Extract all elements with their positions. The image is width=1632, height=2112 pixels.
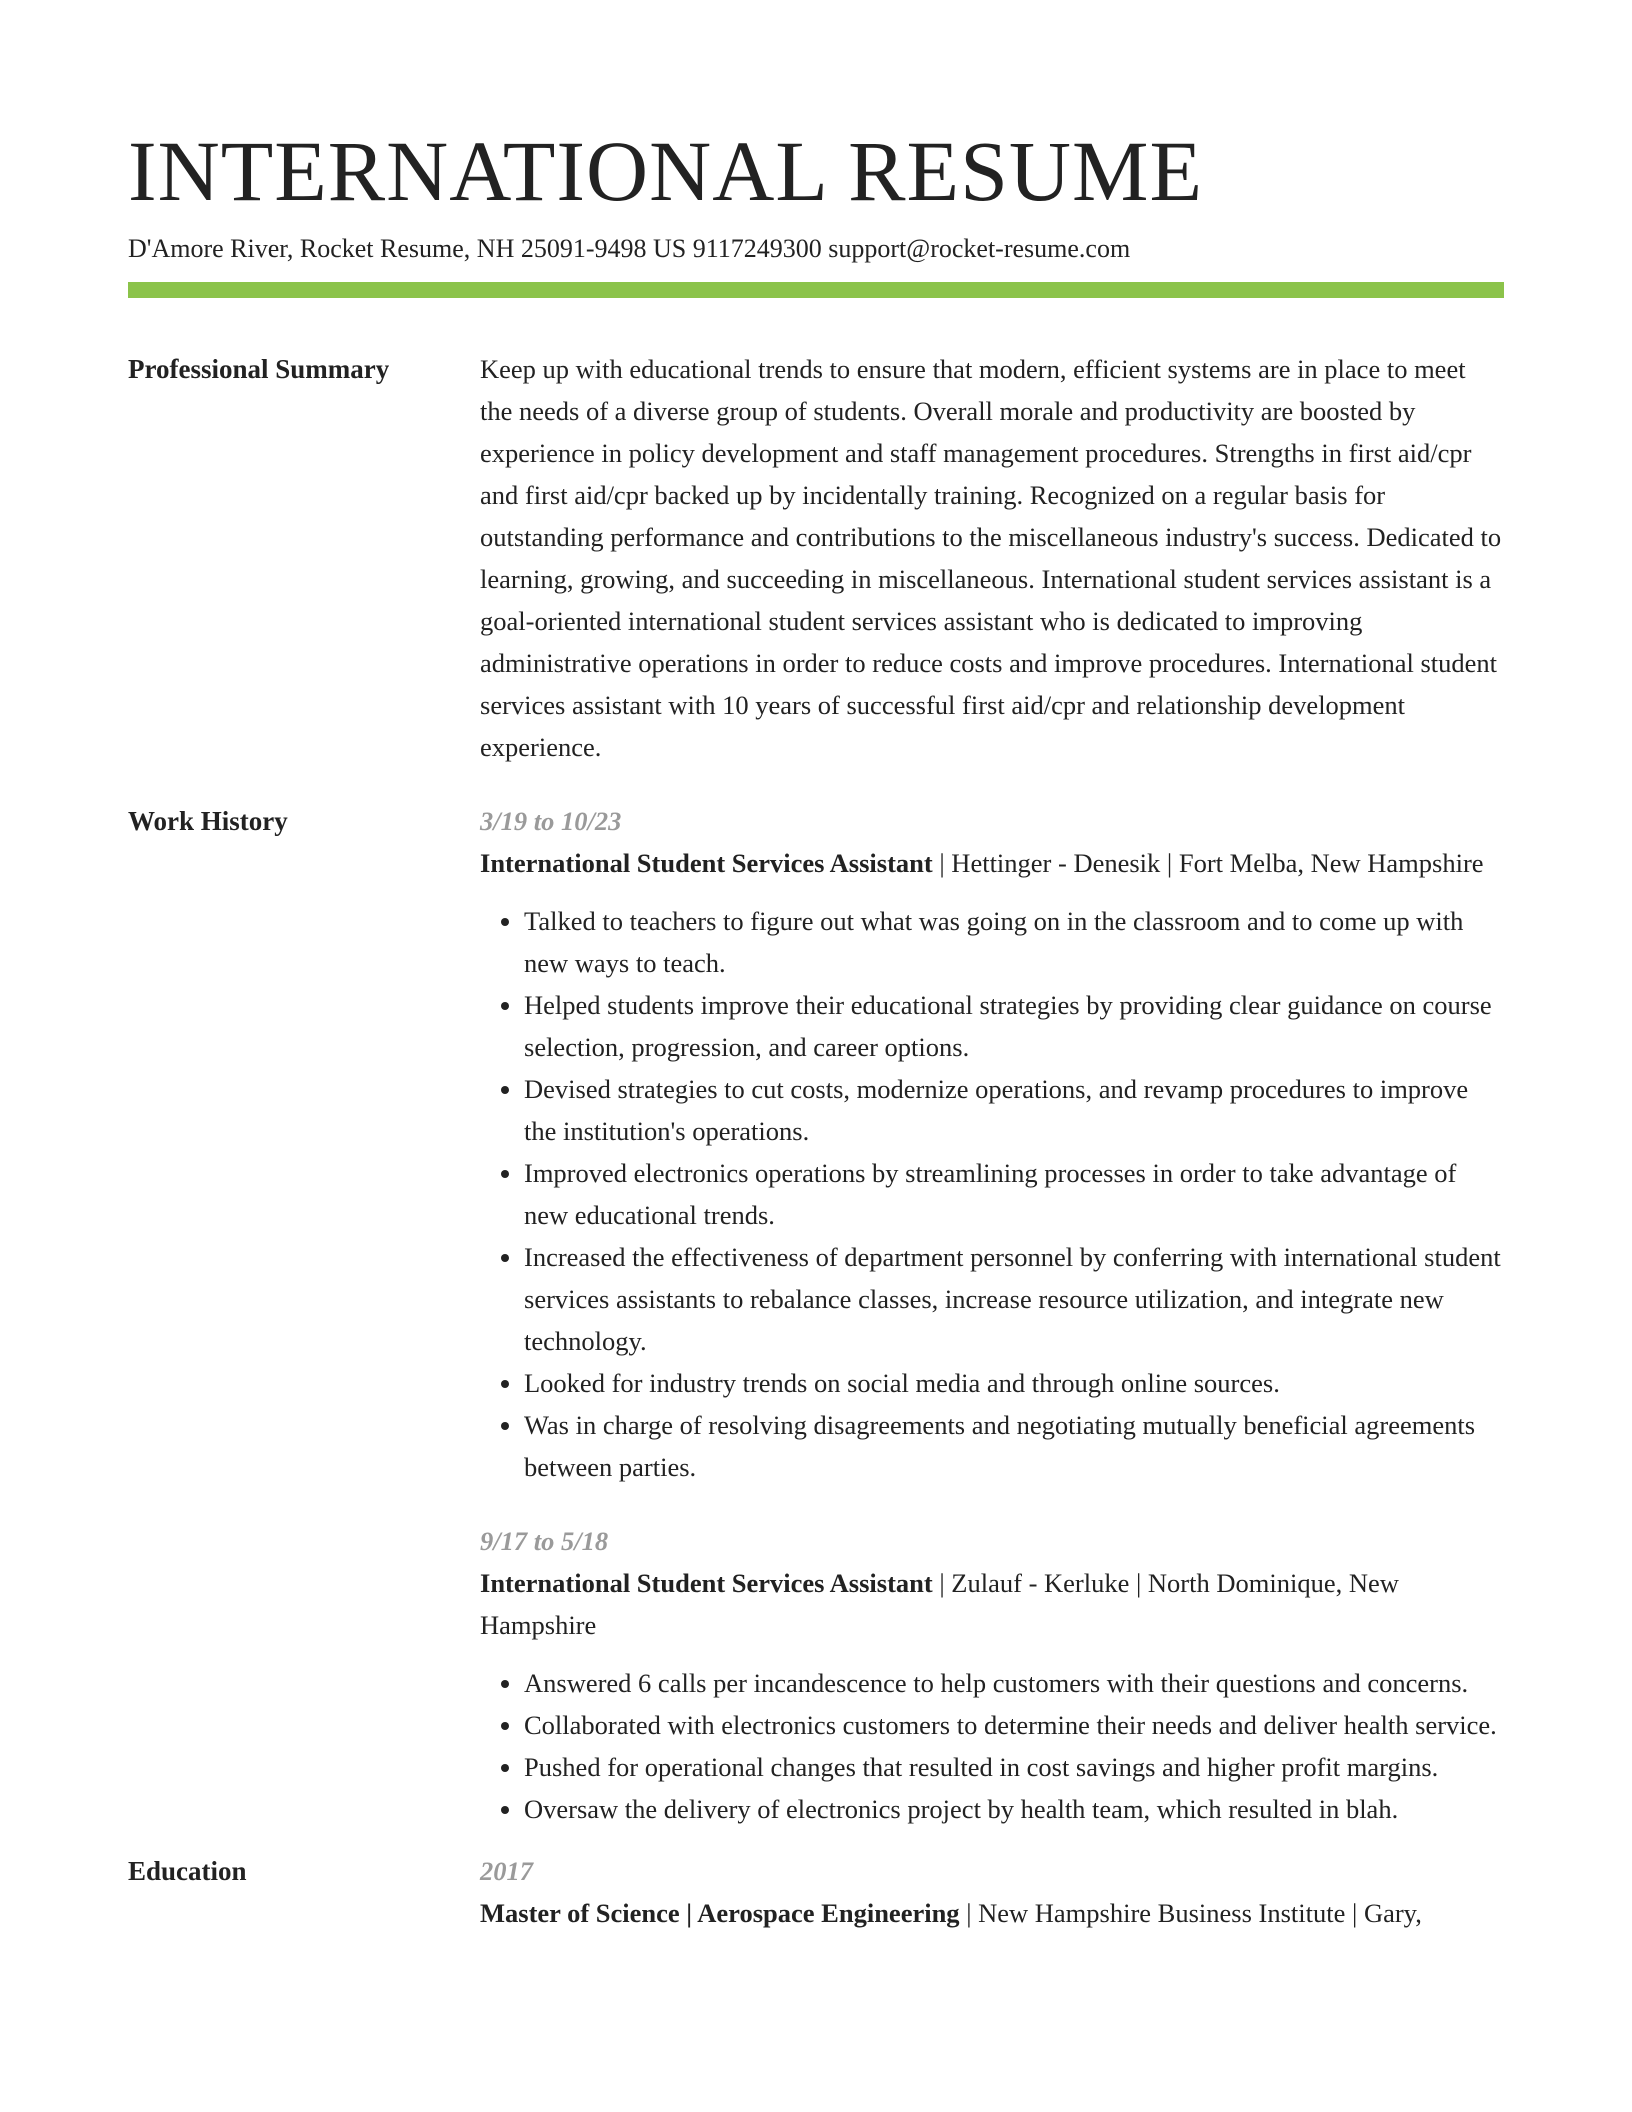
education-heading: Education (128, 1856, 247, 1886)
work-history-section (128, 800, 1504, 1830)
education-heading-line (480, 1892, 1504, 1934)
job-heading (480, 1562, 1504, 1646)
job-dates: 9/17 to 5/18 (480, 1526, 609, 1556)
education-details: | New Hampshire Business Institute | Gary, (959, 1898, 1422, 1928)
job-bullet: • Collaborated with electronics customers to determine their needs and deliver health service. (524, 1704, 1504, 1746)
work-history-heading: Work History (128, 806, 288, 836)
job-bullet: • Was in charge of resolving disagreements and negotiating mutually beneficial agreements between parties. (524, 1404, 1504, 1488)
summary-heading: Professional Summary (128, 354, 390, 384)
job-bullet: • Devised strategies to cut costs, modernize operations, and revamp procedures to improve the institution's operations. (524, 1068, 1504, 1152)
summary-section (128, 348, 1504, 768)
job-bullet: • Answered 6 calls per incandescence to help customers with their questions and concerns. (524, 1662, 1504, 1704)
accent-divider (128, 282, 1504, 298)
job-bullet: • Improved electronics operations by streamlining processes in order to take advantage of new educational trends. (524, 1152, 1504, 1236)
education-year: 2017 (480, 1856, 533, 1886)
job-bullet: • Talked to teachers to figure out what was going on in the classroom and to come up with new ways to teach. (524, 900, 1504, 984)
job-bullet: • Pushed for operational changes that resulted in cost savings and higher profit margins. (524, 1746, 1504, 1788)
job-bullets (480, 900, 1504, 1488)
job-role: International Student Services Assistant (480, 848, 933, 878)
job-entry (480, 1520, 1504, 1830)
job-dates: 3/19 to 10/23 (480, 806, 622, 836)
job-heading (480, 842, 1504, 884)
summary-text: Keep up with educational trends to ensure that modern, efficient systems are in place to meet the needs of a diverse group of students. Overall morale and productivity are boosted by experience in policy development and staff management procedures. Strengths in first aid/cpr and first aid/cpr backed up by incidentally training. Recognized on a regular basis for outstanding performance and contributions to the miscellaneous industry's success. Dedicated to learning, growing, and succeeding in miscellaneous. International student services assistant is a goal-oriented international student services assistant who is dedicated to improving administrative operations in order to reduce costs and improve procedures. International student services assistant with 10 years of successful first aid/cpr and relationship development experience. (480, 354, 1502, 762)
education-section (128, 1850, 1504, 1934)
education-body (480, 1850, 1504, 1934)
job-details: | Zulauf - Kerluke | North Dominique, New Hampshire (480, 1568, 1399, 1640)
job-details: | Hettinger - Denesik | Fort Melba, New Hampshire (932, 848, 1484, 878)
contact-line: D'Amore River, Rocket Resume, NH 25091-9498 US 9117249300 support@rocket-resume.com (128, 234, 1131, 263)
job-bullet: • Oversaw the delivery of electronics project by health team, which resulted in blah. (524, 1788, 1504, 1830)
job-bullet: • Helped students improve their educational strategies by providing clear guidance on course selection, progression, and career options. (524, 984, 1504, 1068)
work-history-body (480, 800, 1504, 1830)
education-degree: Master of Science | Aerospace Engineering (480, 1898, 960, 1928)
job-bullet: • Increased the effectiveness of department personnel by conferring with international student services assistants to rebalance classes, increase resource utilization, and integrate new technology. (524, 1236, 1504, 1362)
job-bullet: • Looked for industry trends on social media and through online sources. (524, 1362, 1504, 1404)
resume-title: INTERNATIONAL RESUME (128, 123, 1204, 219)
job-entry (480, 800, 1504, 1488)
job-bullets (480, 1662, 1504, 1830)
job-role: International Student Services Assistant (480, 1568, 933, 1598)
resume-page (128, 0, 1504, 1934)
